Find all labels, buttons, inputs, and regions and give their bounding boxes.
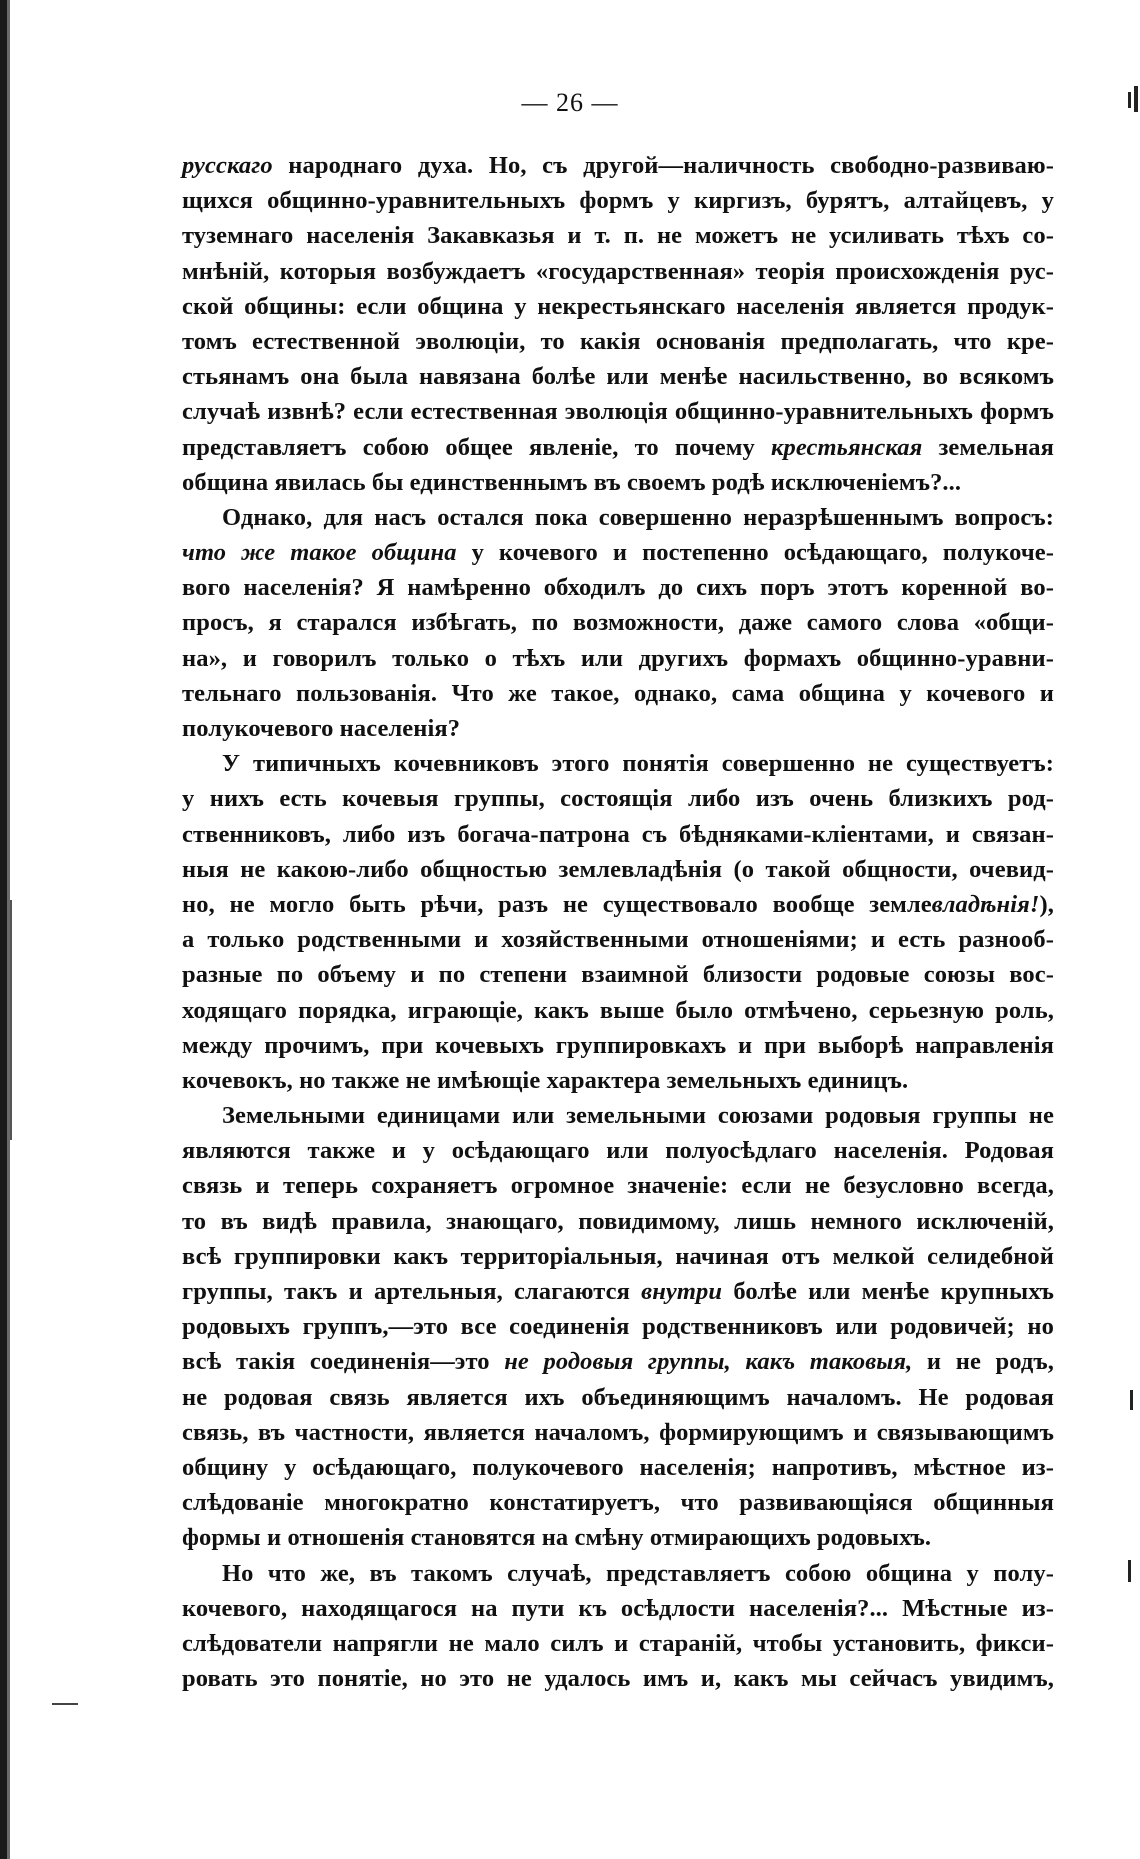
text-line: но, не могло быть рѣчи, разъ не существовало вообще землевладѣнія!), xyxy=(182,890,1054,918)
text-line: представляетъ собою общее явленіе, то почему крестьянская земельная xyxy=(182,433,1054,461)
text-line: между прочимъ, при кочевыхъ группировкахъ и при выборѣ направленія xyxy=(182,1031,1054,1059)
text-line: ныя не какою-либо общностью землевладѣнія (о такой общности, очевид- xyxy=(182,855,1054,883)
italic-emphasis: крестьянская xyxy=(771,433,923,461)
text-line: группы, такъ и артельныя, слагаются внутри болѣе или менѣе крупныхъ xyxy=(182,1278,1054,1305)
italic-emphasis: внутри xyxy=(641,1278,723,1305)
text-line: формы и отношенія становятся на смѣну отмирающихъ родовыхъ. xyxy=(182,1524,932,1552)
text-line: являются также и у осѣдающаго или полуосѣдлаго населенія. Родовая xyxy=(182,1137,1054,1165)
text-line: ходящаго порядка, играющіе, какъ выше было отмѣчено, серьезную роль, xyxy=(182,996,1054,1024)
text-line: стьянамъ она была навязана болѣе или менѣе насильственно, во всякомъ xyxy=(182,363,1054,391)
text-line: ственниковъ, либо изъ богача-патрона съ бѣдняками-кліентами, и связан- xyxy=(182,820,1054,848)
text-line: ской общины: если община у некрестьянскаго населенія является продук- xyxy=(182,292,1054,320)
text-line: случаѣ извнѣ? если естественная эволюція общинно-уравнительныхъ формъ xyxy=(182,398,1054,426)
italic-emphasis: русскаго xyxy=(182,152,273,179)
text-line: полукочевого населенія? xyxy=(182,715,461,742)
text-line: всѣ такія соединенія—это не родовыя группы, какъ таковыя, и не родъ, xyxy=(182,1348,1054,1376)
text-line: родовыхъ группъ,—это все соединенія родственниковъ или родовичей; но xyxy=(182,1313,1054,1341)
text-line: русскаго народнаго духа. Но, съ другой—наличность свободно-развиваю- xyxy=(182,152,1054,179)
text-line: общину у осѣдающаго, полукочевого населенія; напротивъ, мѣстное из- xyxy=(182,1453,1054,1481)
text-line: не родовая связь является ихъ объединяющимъ началомъ. Не родовая xyxy=(182,1383,1054,1411)
text-line: кочевокъ, но также не имѣющіе характера земельныхъ единицъ. xyxy=(182,1066,909,1094)
text-line: туземнаго населенія Закавказья и т. п. не можетъ не усиливать тѣхъ со- xyxy=(182,222,1054,250)
scan-speck xyxy=(1128,1560,1131,1582)
text-line: кочевого, находящагося на пути къ осѣдлости населенія?... Мѣстные из- xyxy=(182,1594,1054,1622)
text-line: вого населенія? Я намѣренно обходилъ до сихъ поръ этотъ коренной во- xyxy=(182,574,1054,602)
text-line: томъ естественной эволюціи, то какія основанія предполагать, что кре- xyxy=(182,327,1054,355)
text-line: а только родственными и хозяйственными отношеніями; и есть разнооб- xyxy=(182,926,1054,954)
text-line: община явилась бы единственнымъ въ своемъ родѣ исключеніемъ?... xyxy=(182,468,962,496)
scan-speck xyxy=(10,900,12,1140)
text-line: у нихъ есть кочевыя группы, состоящія либо изъ очень близкихъ род- xyxy=(182,785,1054,813)
text-line: мнѣній, которыя возбуждаетъ «государственная» теорія происхожденія рус- xyxy=(182,257,1054,285)
text-line: У типичныхъ кочевниковъ этого понятія совершенно не существуетъ: xyxy=(222,750,1054,778)
italic-emphasis: что же такое община xyxy=(182,539,457,567)
body-text xyxy=(182,148,1054,1696)
text-line: что же такое община у кочевого и постепенно осѣдающаго, полукоче- xyxy=(182,539,1054,567)
text-line: просъ, я старался избѣгать, по возможности, даже самого слова «общи- xyxy=(182,609,1054,637)
text-line: щихся общинно-уравнительныхъ формъ у киргизъ, бурятъ, алтайцевъ, у xyxy=(182,187,1054,215)
text-line: слѣдованіе многократно констатируетъ, что развивающіяся общинныя xyxy=(182,1489,1054,1517)
text-line: ровать это понятіе, но это не удалось имъ и, какъ мы сейчасъ увидимъ, xyxy=(182,1665,1054,1693)
italic-emphasis: владѣнія! xyxy=(931,890,1040,918)
text-line: то въ видѣ правила, знающаго, повидимому, лишь немного исключеній, xyxy=(182,1207,1054,1235)
text-line: тельнаго пользованія. Что же такое, однако, сама община у кочевого и xyxy=(182,679,1054,707)
text-line: связь, въ частности, является началомъ, формирующимъ и связывающимъ xyxy=(182,1418,1054,1446)
italic-emphasis: не родовыя группы, какъ таковыя, xyxy=(504,1348,913,1376)
scan-speck xyxy=(1130,1390,1133,1410)
scan-edge-shadow xyxy=(0,0,7,1859)
text-line: разные по объему и по степени взаимной близости родовые союзы вос- xyxy=(182,961,1054,989)
text-line: Однако, для насъ остался пока совершенно неразрѣшеннымъ вопросъ: xyxy=(222,503,1054,531)
scan-speck xyxy=(52,1703,78,1705)
text-line: Но что же, въ такомъ случаѣ, представляетъ собою община у полу- xyxy=(222,1559,1054,1587)
text-line: Земельными единицами или земельными союзами родовыя группы не xyxy=(222,1102,1054,1130)
text-line: связь и теперь сохраняетъ огромное значеніе: если не безусловно всегда, xyxy=(182,1172,1054,1200)
text-line: слѣдователи напрягли не мало силъ и стараній, чтобы установить, фикси- xyxy=(182,1629,1054,1657)
text-line: всѣ группировки какъ территоріальныя, начиная отъ мелкой селидебной xyxy=(182,1242,1054,1270)
text-line: на», и говорилъ только о тѣхъ или другихъ формахъ общинно-уравни- xyxy=(182,644,1054,672)
page-number: — 26 — xyxy=(521,88,619,117)
